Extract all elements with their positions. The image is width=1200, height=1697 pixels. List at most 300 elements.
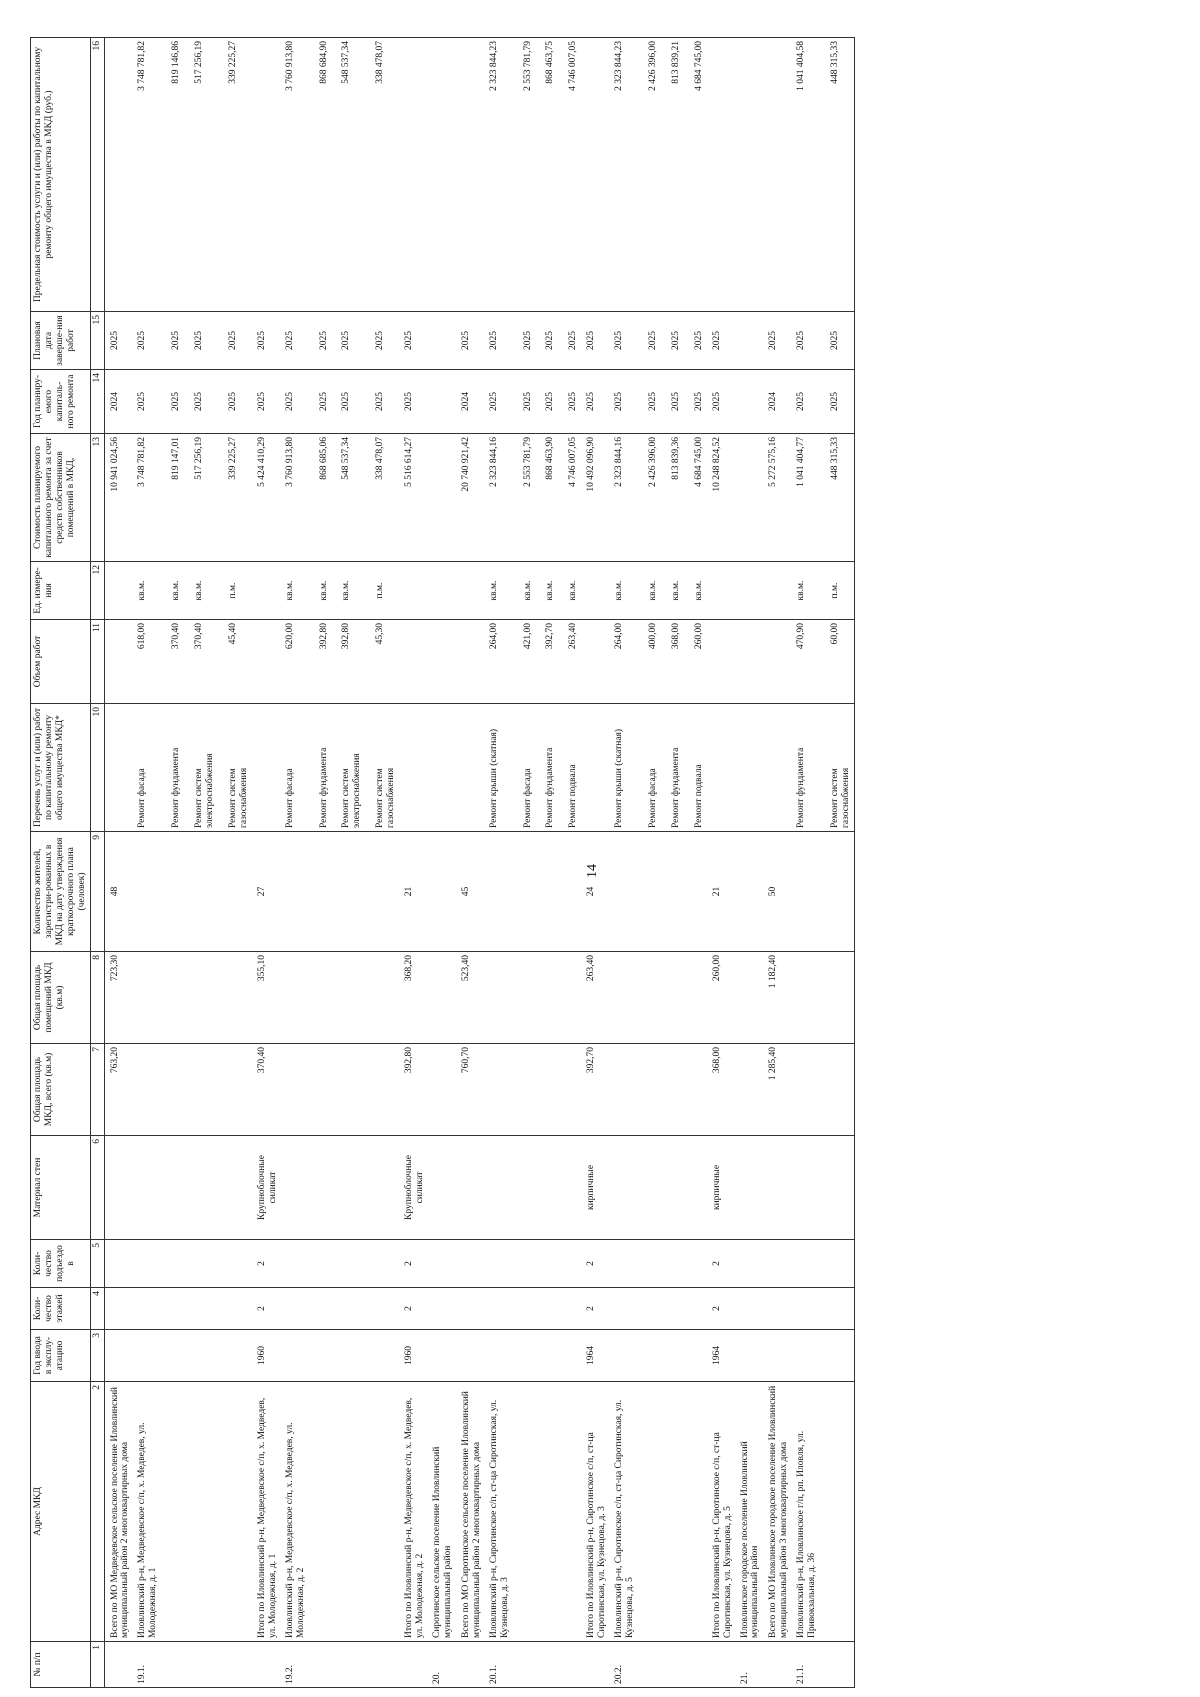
column-number: 13 — [90, 434, 104, 562]
table-cell: 19.1. — [133, 1642, 161, 1688]
table-cell: 2025 — [513, 312, 536, 370]
table-cell: кирпичные — [707, 1136, 736, 1240]
table-cell: Итого по Иловлинский р-н, Сиротинское с/п, ст-ца Сиротинская, ул. Кузнецова, д. 3 — [581, 1382, 610, 1642]
column-number-row — [90, 38, 104, 1688]
table-cell: Ремонт фасада — [281, 704, 309, 832]
table-cell: Ремонт крыши (скатная) — [610, 704, 638, 832]
column-header: Коли-чество этажей — [31, 1288, 91, 1330]
table-cell — [428, 370, 456, 434]
table-cell — [820, 1240, 854, 1288]
table-cell: Ремонт подвала — [684, 704, 707, 832]
table-cell — [736, 434, 764, 562]
table-cell — [331, 952, 365, 1044]
table-cell: 1 041 404,77 — [792, 434, 820, 562]
table-cell — [428, 704, 456, 832]
table-cell — [184, 1136, 218, 1240]
table-cell: 400,00 — [638, 620, 661, 704]
table-row — [399, 38, 428, 1688]
table-cell: 1 285,40 — [763, 1044, 792, 1136]
table-cell — [485, 1240, 513, 1288]
table-cell — [184, 1382, 218, 1642]
table-cell — [133, 1330, 161, 1382]
table-cell — [133, 1288, 161, 1330]
table-cell — [736, 370, 764, 434]
table-cell: 2025 — [610, 312, 638, 370]
table-cell: Ремонт фундамента — [535, 704, 558, 832]
table-cell — [661, 1382, 684, 1642]
table-cell — [513, 1136, 536, 1240]
table-cell: 2 323 844,16 — [485, 434, 513, 562]
table-cell: 21 — [399, 832, 428, 952]
table-cell — [281, 1240, 309, 1288]
table-cell — [161, 952, 184, 1044]
table-row — [309, 38, 332, 1688]
table-cell — [792, 1044, 820, 1136]
table-cell: 2025 — [309, 370, 332, 434]
table-cell — [792, 952, 820, 1044]
table-row — [581, 38, 610, 1688]
table-cell — [399, 562, 428, 620]
table-cell — [309, 952, 332, 1044]
table-cell: 370,40 — [252, 1044, 281, 1136]
table-cell — [763, 1136, 792, 1240]
table-cell — [661, 1642, 684, 1688]
table-row — [736, 38, 764, 1688]
column-header: № п/п — [31, 1642, 91, 1688]
table-cell — [513, 1330, 536, 1382]
column-header: Материал стен — [31, 1136, 91, 1240]
table-cell: Итого по Иловлинский р-н, Медведевское с/п, х. Медведев, ул. Молодежная, д. 2 — [399, 1382, 428, 1642]
table-cell — [610, 1136, 638, 1240]
table-cell — [535, 1330, 558, 1382]
table-cell: 338 478,07 — [365, 434, 399, 562]
table-cell — [535, 1044, 558, 1136]
table-cell: 2 — [707, 1240, 736, 1288]
table-cell — [820, 1288, 854, 1330]
table-cell — [428, 1044, 456, 1136]
table-cell: 2025 — [820, 312, 854, 370]
table-row — [558, 38, 581, 1688]
table-row — [281, 38, 309, 1688]
table-cell — [428, 952, 456, 1044]
table-cell: 3 748 781,82 — [133, 38, 161, 312]
table-cell: 392,70 — [535, 620, 558, 704]
table-cell: 1964 — [707, 1330, 736, 1382]
table-cell — [161, 1240, 184, 1288]
table-cell — [104, 1288, 133, 1330]
table-cell — [331, 1382, 365, 1642]
table-cell: 21 — [707, 832, 736, 952]
table-cell: 2 — [252, 1288, 281, 1330]
table-cell — [331, 1136, 365, 1240]
column-header: Общая площадь помещений МКД (кв.м) — [31, 952, 91, 1044]
table-cell: 10 248 824,52 — [707, 434, 736, 562]
table-cell — [161, 832, 184, 952]
table-cell: п.м. — [820, 562, 854, 620]
table-cell — [218, 1136, 252, 1240]
table-cell — [456, 1642, 485, 1688]
table-cell — [638, 1330, 661, 1382]
table-cell — [252, 562, 281, 620]
table-cell — [428, 620, 456, 704]
table-cell: 2 323 844,23 — [610, 38, 638, 312]
table-cell — [558, 1382, 581, 1642]
column-number: 9 — [90, 832, 104, 952]
table-cell: Ремонт систем газоснабжения — [218, 704, 252, 832]
table-cell: 1960 — [399, 1330, 428, 1382]
table-cell — [218, 1382, 252, 1642]
table-row — [707, 38, 736, 1688]
table-cell: 723,30 — [104, 952, 133, 1044]
table-cell — [399, 620, 428, 704]
table-cell — [581, 562, 610, 620]
table-cell — [456, 1136, 485, 1240]
table-cell — [309, 1642, 332, 1688]
table-cell: Ремонт фасада — [638, 704, 661, 832]
table-cell — [707, 1642, 736, 1688]
table-cell: 2025 — [638, 370, 661, 434]
table-cell — [104, 1240, 133, 1288]
table-cell — [456, 1330, 485, 1382]
table-row — [133, 38, 161, 1688]
table-cell: Ремонт систем электроснабжения — [331, 704, 365, 832]
table-cell — [428, 1240, 456, 1288]
table-cell — [331, 832, 365, 952]
table-cell: кв.м. — [513, 562, 536, 620]
table-cell: 2025 — [661, 370, 684, 434]
table-cell: Иловлинский р-н, Иловлинское г/п, рп. Иловля, ул. Привокзальная, д. 36 — [792, 1382, 820, 1642]
column-number: 12 — [90, 562, 104, 620]
table-cell — [581, 38, 610, 312]
table-cell: 2025 — [331, 312, 365, 370]
table-cell: 27 — [252, 832, 281, 952]
table-cell — [104, 704, 133, 832]
table-cell: 2025 — [184, 312, 218, 370]
table-cell — [133, 1044, 161, 1136]
table-cell: кв.м. — [638, 562, 661, 620]
table-cell — [684, 1642, 707, 1688]
table-cell: Ремонт фундамента — [309, 704, 332, 832]
table-cell — [485, 1044, 513, 1136]
column-number: 3 — [90, 1330, 104, 1382]
table-cell: 4 684 745,00 — [684, 434, 707, 562]
table-cell: кв.м. — [281, 562, 309, 620]
table-cell — [610, 1288, 638, 1330]
table-cell — [763, 1330, 792, 1382]
table-cell: 2 — [399, 1240, 428, 1288]
table-cell: 21. — [736, 1642, 764, 1688]
table-cell: 19.2. — [281, 1642, 309, 1688]
table-cell: 813 839,21 — [661, 38, 684, 312]
table-cell — [428, 832, 456, 952]
table-cell — [456, 620, 485, 704]
table-cell: Ремонт систем электроснабжения — [184, 704, 218, 832]
table-cell: 264,00 — [610, 620, 638, 704]
table-cell: 517 256,19 — [184, 434, 218, 562]
column-header: Адрес МКД — [31, 1382, 91, 1642]
table-cell: 368,00 — [661, 620, 684, 704]
table-cell — [365, 952, 399, 1044]
table-cell: 2 323 844,16 — [610, 434, 638, 562]
table-cell — [763, 562, 792, 620]
table-cell — [309, 832, 332, 952]
table-cell: 523,40 — [456, 952, 485, 1044]
table-cell: 868 463,90 — [535, 434, 558, 562]
table-cell — [707, 562, 736, 620]
table-cell: 2024 — [456, 370, 485, 434]
table-cell: 2024 — [104, 370, 133, 434]
table-cell: Сиротинское сельское поселение Иловлинский муниципальный район — [428, 1382, 456, 1642]
table-cell — [399, 1642, 428, 1688]
table-cell — [428, 1288, 456, 1330]
table-cell — [684, 1136, 707, 1240]
table-cell — [309, 1136, 332, 1240]
table-cell: 421,00 — [513, 620, 536, 704]
table-cell — [161, 1136, 184, 1240]
table-cell: Итого по Иловлинский р-н, Медведевское с/п, х. Медведев, ул. Молодежная, д. 1 — [252, 1382, 281, 1642]
table-cell — [161, 1288, 184, 1330]
table-cell — [184, 832, 218, 952]
table-cell — [820, 1642, 854, 1688]
table-cell — [763, 704, 792, 832]
table-cell — [610, 1044, 638, 1136]
table-cell: 2025 — [707, 370, 736, 434]
table-cell — [513, 952, 536, 1044]
table-cell — [456, 562, 485, 620]
table-cell: кирпичные — [581, 1136, 610, 1240]
table-cell: 50 — [763, 832, 792, 952]
table-cell — [661, 1288, 684, 1330]
table-cell: 2 426 396,00 — [638, 38, 661, 312]
table-cell — [736, 1044, 764, 1136]
column-number: 1 — [90, 1642, 104, 1688]
table-cell: 1960 — [252, 1330, 281, 1382]
table-cell: 2025 — [638, 312, 661, 370]
table-cell — [485, 1288, 513, 1330]
table-cell: 517 256,19 — [184, 38, 218, 312]
table-cell — [281, 1044, 309, 1136]
table-row — [792, 38, 820, 1688]
column-header: Год ввода в эксплу-атацию — [31, 1330, 91, 1382]
table-cell — [309, 1330, 332, 1382]
table-cell: 2025 — [161, 370, 184, 434]
table-cell: 2025 — [331, 370, 365, 434]
table-cell — [610, 952, 638, 1044]
table-cell: 868 684,90 — [309, 38, 332, 312]
table-body — [104, 38, 854, 1688]
table-cell — [281, 952, 309, 1044]
table-cell — [133, 832, 161, 952]
table-cell — [184, 1642, 218, 1688]
table-cell — [309, 1382, 332, 1642]
table-cell — [535, 952, 558, 1044]
table-cell — [184, 1288, 218, 1330]
table-cell — [736, 1288, 764, 1330]
table-cell — [161, 1044, 184, 1136]
table-cell: 2025 — [581, 370, 610, 434]
table-cell: Ремонт систем газоснабжения — [820, 704, 854, 832]
table-row — [535, 38, 558, 1688]
column-number: 11 — [90, 620, 104, 704]
table-cell — [558, 1330, 581, 1382]
table-cell — [638, 1044, 661, 1136]
table-cell — [513, 832, 536, 952]
table-cell: 819 146,86 — [161, 38, 184, 312]
table-cell — [792, 1330, 820, 1382]
table-cell: 448 315,33 — [820, 38, 854, 312]
table-cell — [365, 1044, 399, 1136]
table-row — [456, 38, 485, 1688]
table-cell: 2025 — [535, 370, 558, 434]
table-cell — [792, 1136, 820, 1240]
column-header: Предельная стоимость услуги и (или) работы по капитальному ремонту общего имущества в МКД (руб.) — [31, 38, 91, 312]
table-cell — [581, 1642, 610, 1688]
table-cell — [684, 1044, 707, 1136]
table-cell — [485, 832, 513, 952]
table-cell — [331, 1240, 365, 1288]
table-cell — [558, 1642, 581, 1688]
table-cell — [535, 832, 558, 952]
table-cell: 2025 — [820, 370, 854, 434]
column-header: Плановая дата заверше-ния работ — [31, 312, 91, 370]
table-cell — [736, 1330, 764, 1382]
table-cell — [485, 1136, 513, 1240]
table-cell — [331, 1288, 365, 1330]
table-cell — [638, 1136, 661, 1240]
table-cell: Ремонт фасада — [133, 704, 161, 832]
table-row — [661, 38, 684, 1688]
table-cell — [365, 832, 399, 952]
table-cell — [281, 1136, 309, 1240]
table-cell: кв.м. — [684, 562, 707, 620]
table-cell — [535, 1288, 558, 1330]
table-cell — [581, 620, 610, 704]
table-cell: 2025 — [184, 370, 218, 434]
table-cell — [218, 1642, 252, 1688]
table-cell: 3 760 913,80 — [281, 38, 309, 312]
table-cell — [661, 952, 684, 1044]
table-cell: Ремонт фундамента — [161, 704, 184, 832]
table-cell: 2025 — [763, 312, 792, 370]
table-cell — [252, 704, 281, 832]
table-cell: Иловлинский р-н, Медведевское с/п, х. Медведев, ул. Молодежная, д. 1 — [133, 1382, 161, 1642]
table-cell — [558, 1288, 581, 1330]
table-cell — [456, 38, 485, 312]
table-cell: 392,80 — [331, 620, 365, 704]
table-cell: 2025 — [581, 312, 610, 370]
table-cell — [820, 1136, 854, 1240]
table-cell: 813 839,36 — [661, 434, 684, 562]
table-cell: Крупноблочные силикат — [252, 1136, 281, 1240]
table-cell: 1964 — [581, 1330, 610, 1382]
table-cell: Ремонт фундамента — [661, 704, 684, 832]
table-cell: 264,00 — [485, 620, 513, 704]
table-cell: 5 516 614,27 — [399, 434, 428, 562]
table-cell — [684, 1288, 707, 1330]
table-cell: 2025 — [485, 370, 513, 434]
table-cell: 2025 — [399, 312, 428, 370]
table-row — [104, 38, 133, 1688]
table-row — [331, 38, 365, 1688]
table-cell: кв.м. — [331, 562, 365, 620]
table-cell — [736, 704, 764, 832]
table-cell — [763, 1642, 792, 1688]
table-cell — [428, 38, 456, 312]
table-cell — [133, 1240, 161, 1288]
table-cell: 2025 — [485, 312, 513, 370]
table-cell: Крупноблочные силикат — [399, 1136, 428, 1240]
table-cell — [365, 1240, 399, 1288]
table-cell — [638, 1288, 661, 1330]
table-cell: 2 — [707, 1288, 736, 1330]
table-cell: Иловлинский р-н, Сиротинское с/п, ст-ца Сиротинская, ул. Кузнецова, д. 5 — [610, 1382, 638, 1642]
table-cell: 2025 — [684, 312, 707, 370]
table-cell — [736, 562, 764, 620]
table-cell: 2025 — [218, 312, 252, 370]
column-number: 8 — [90, 952, 104, 1044]
table-cell — [610, 1240, 638, 1288]
table-cell: 4 684 745,00 — [684, 38, 707, 312]
table-cell — [684, 952, 707, 1044]
table-cell: 2 — [252, 1240, 281, 1288]
table-cell — [558, 1136, 581, 1240]
column-header: Перечень услуг и (или) работ по капитальному ремонту общего имущества МКД* — [31, 704, 91, 832]
table-cell: кв.м. — [184, 562, 218, 620]
table-cell — [513, 1288, 536, 1330]
table-cell — [792, 1288, 820, 1330]
table-cell: 2025 — [558, 370, 581, 434]
table-cell: 21.1. — [792, 1642, 820, 1688]
table-cell: 4 746 007,05 — [558, 434, 581, 562]
table-cell: 763,20 — [104, 1044, 133, 1136]
table-cell: 868 463,75 — [535, 38, 558, 312]
column-header: Общая площадь МКД, всего (кв.м) — [31, 1044, 91, 1136]
table-cell — [736, 952, 764, 1044]
table-cell: 20.2. — [610, 1642, 638, 1688]
table-cell: 2025 — [707, 312, 736, 370]
table-cell — [365, 1288, 399, 1330]
table-header-row — [31, 38, 91, 1688]
table-cell — [684, 1330, 707, 1382]
table-cell — [820, 952, 854, 1044]
table-cell — [535, 1240, 558, 1288]
table-cell — [104, 620, 133, 704]
table-cell: 260,00 — [684, 620, 707, 704]
table-cell: 548 537,34 — [331, 434, 365, 562]
table-cell: 448 315,33 — [820, 434, 854, 562]
column-header: Год планиру-емого капиталь-ного ремонта — [31, 370, 91, 434]
table-cell: 2025 — [161, 312, 184, 370]
table-cell — [104, 1330, 133, 1382]
table-cell: 263,40 — [581, 952, 610, 1044]
table-row — [161, 38, 184, 1688]
table-cell: Ремонт крыши (скатная) — [485, 704, 513, 832]
column-number: 16 — [90, 38, 104, 312]
table-cell: 2025 — [365, 312, 399, 370]
table-cell — [763, 38, 792, 312]
table-cell: 2 — [581, 1288, 610, 1330]
table-cell — [218, 1044, 252, 1136]
table-cell: 2 323 844,23 — [485, 38, 513, 312]
table-cell — [763, 620, 792, 704]
table-cell: 368,00 — [707, 1044, 736, 1136]
table-cell: 370,40 — [184, 620, 218, 704]
table-cell — [610, 832, 638, 952]
table-cell — [281, 832, 309, 952]
table-cell — [184, 1240, 218, 1288]
table-cell — [399, 704, 428, 832]
table-cell — [428, 434, 456, 562]
